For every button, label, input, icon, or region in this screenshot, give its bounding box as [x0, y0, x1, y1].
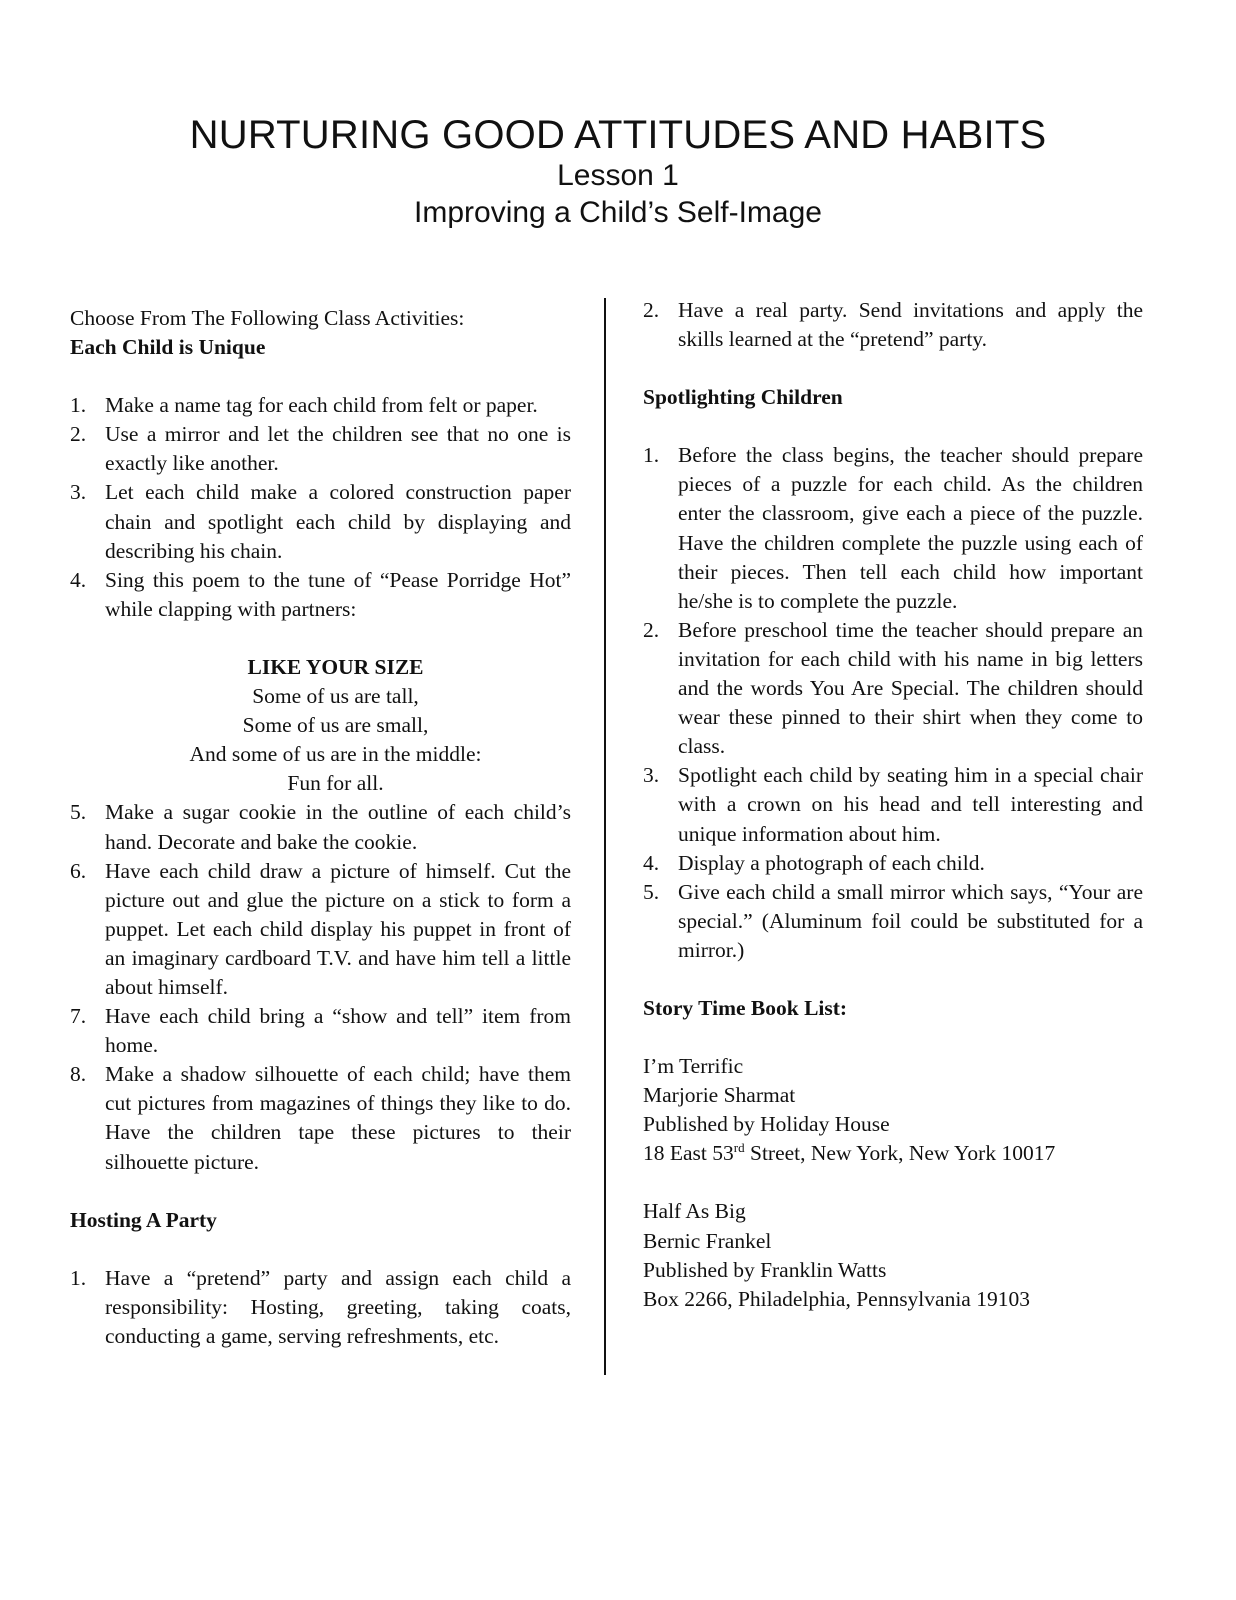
book-entry	[643, 1197, 1143, 1313]
lesson-label: Lesson 1	[557, 159, 679, 192]
section-heading-booklist: Story Time Book List:	[643, 995, 848, 1020]
book-entry	[643, 1052, 1143, 1168]
poem	[70, 653, 571, 798]
list-item: 7. Have each child bring a “show and tell” item from home.	[70, 1004, 571, 1058]
book-author: Bernic Frankel	[643, 1228, 772, 1253]
section-heading-spotlight: Spotlighting Children	[643, 385, 843, 410]
column-divider	[604, 298, 606, 1375]
list-item: 3. Let each child make a colored construction paper chain and spotlight each child by displaying and describing his chain.	[70, 480, 571, 563]
poem-line: Fun for all.	[287, 771, 384, 796]
list-item: 8. Make a shadow silhouette of each child; have them cut pictures from magazines of things they like to do. Have the children tape these pictures to their silhouette picture.	[70, 1062, 571, 1174]
unique-list	[70, 391, 571, 624]
list-item: 5. Give each child a small mirror which says, “Your are special.” (Aluminum foil could be substituted for a mirror.)	[643, 879, 1143, 962]
poem-line: Some of us are small,	[242, 713, 429, 738]
party-list-continued	[643, 296, 1143, 354]
book-address: 18 East 53rd Street, New York, New York 10017	[643, 1140, 1056, 1166]
book-author: Marjorie Sharmat	[643, 1083, 796, 1108]
page-title: NURTURING GOOD ATTITUDES AND HABITS	[189, 113, 1047, 157]
book-address: Box 2266, Philadelphia, Pennsylvania 19103	[643, 1286, 1030, 1311]
poem-line: And some of us are in the middle:	[189, 742, 482, 767]
book-title: Half As Big	[643, 1199, 746, 1224]
book-title: I’m Terrific	[643, 1054, 744, 1079]
section-heading-unique: Each Child is Unique	[70, 335, 266, 360]
book-publisher: Published by Franklin Watts	[643, 1257, 887, 1282]
list-item: 1. Have a “pretend” party and assign each child a responsibility: Hosting, greeting, taking coats, conducting a game, serving refreshments, etc.	[70, 1265, 571, 1348]
list-item: 2. Before preschool time the teacher should prepare an invitation for each child with his name in big letters and the words You Are Special. The children should wear these pinned to their shirt when they come to class.	[643, 617, 1143, 759]
list-item: 2. Have a real party. Send invitations and apply the skills learned at the “pretend” party.	[643, 298, 1143, 352]
page-subtitle: Improving a Child’s Self-Image	[414, 196, 822, 229]
list-item: 2. Use a mirror and let the children see that no one is exactly like another.	[70, 422, 571, 476]
poem-line: Some of us are tall,	[252, 684, 419, 709]
list-item: 6. Have each child draw a picture of himself. Cut the picture out and glue the picture on a stick to form a puppet. Let each child display his puppet in front of an imaginary cardboard T.V. and have him tell a little about himself.	[70, 858, 571, 999]
list-item: 3. Spotlight each child by seating him in a special chair with a crown on his head and tell interesting and unique information about him.	[643, 763, 1143, 846]
unique-list-continued	[70, 798, 571, 1176]
list-item: 4. Sing this poem to the tune of “Pease Porridge Hot” while clapping with partners:	[70, 567, 571, 621]
left-column	[70, 304, 571, 1351]
party-list	[70, 1264, 571, 1351]
intro-text: Choose From The Following Class Activities:	[70, 306, 465, 330]
list-item: 5. Make a sugar cookie in the outline of each child’s hand. Decorate and bake the cookie.	[70, 800, 571, 854]
right-column	[643, 296, 1143, 1314]
list-item: 1. Make a name tag for each child from felt or paper.	[70, 393, 538, 418]
list-item: 4. Display a photograph of each child.	[643, 850, 985, 875]
book-publisher: Published by Holiday House	[643, 1112, 890, 1137]
spotlight-list	[643, 441, 1143, 965]
section-heading-party: Hosting A Party	[70, 1207, 217, 1232]
poem-title: LIKE YOUR SIZE	[247, 654, 424, 679]
list-item: 1. Before the class begins, the teacher should prepare pieces of a puzzle for each child. As the children enter the classroom, give each a piece of the puzzle. Have the children complete the puzzle using each of their pieces. Then tell each child how important he/she is to complete the puzzle.	[643, 443, 1143, 613]
